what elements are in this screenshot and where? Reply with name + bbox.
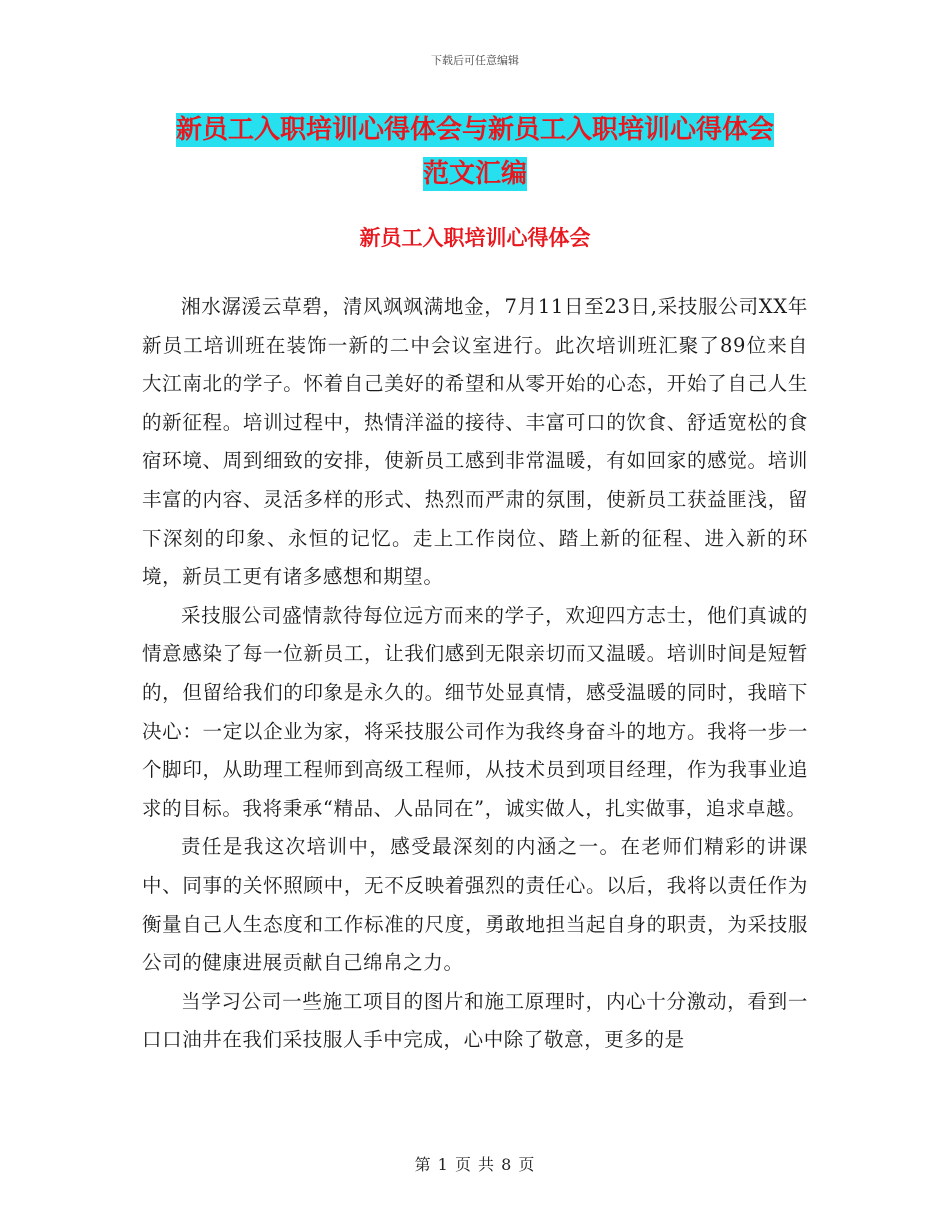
document-title bbox=[0, 108, 950, 196]
section-title: 新员工入职培训心得体会 bbox=[359, 226, 591, 250]
paragraph: 当学习公司一些施工项目的图片和施工原理时，内心十分激动，看到一口口油井在我们采技服人手中完成，心中除了敬意，更多的是 bbox=[142, 989, 808, 1052]
page-number: 第 1 页 共 8 页 bbox=[414, 1155, 536, 1174]
title-line-1: 新员工入职培训心得体会与新员工入职培训心得体会 bbox=[175, 115, 774, 145]
body-text bbox=[142, 288, 808, 1060]
paragraph: 湘水潺湲云草碧，清风飒飒满地金，7月11日至23日,采技服公司XX年新员工培训班在装饰一新的二中会议室进行。此次培训班汇聚了89位来自大江南北的学子。怀着自己美好的希望和从零开始的心态，开始了自己人生的新征程。培训过程中，热情洋溢的接待、丰富可口的饮食、舒适宽松的食宿环境、周到细致的安排，使新员工感到非常温暖，有如回家的感觉。培训丰富的内容、灵活多样的形式、热烈而严肃的氛围，使新员工获益匪浅，留下深刻的印象、永恒的记忆。走上工作岗位、踏上新的征程、进入新的环境，新员工更有诸多感想和期望。 bbox=[142, 295, 808, 589]
title-line-2: 范文汇编 bbox=[422, 159, 527, 189]
paragraph: 责任是我这次培训中，感受最深刻的内涵之一。在老师们精彩的讲课中、同事的关怀照顾中，无不反映着强烈的责任心。以后，我将以责任作为衡量自己人生态度和工作标准的尺度，勇敢地担当起自身的职责，为采技服公司的健康进展贡献自己绵帛之力。 bbox=[142, 835, 808, 975]
header-note: 下载后可任意编辑 bbox=[431, 54, 519, 67]
paragraph: 采技服公司盛情款待每位远方而来的学子，欢迎四方志士，他们真诚的情意感染了每一位新员工，让我们感到无限亲切而又温暖。培训时间是短暂的，但留给我们的印象是永久的。细节处显真情，感受温暖的同时，我暗下决心：一定以企业为家，将采技服公司作为我终身奋斗的地方。我将一步一个脚印，从助理工程师到高级工程师，从技术员到项目经理，作为我事业追求的目标。我将秉承“精品、人品同在”，诚实做人，扎实做事，追求卓越。 bbox=[142, 603, 808, 820]
